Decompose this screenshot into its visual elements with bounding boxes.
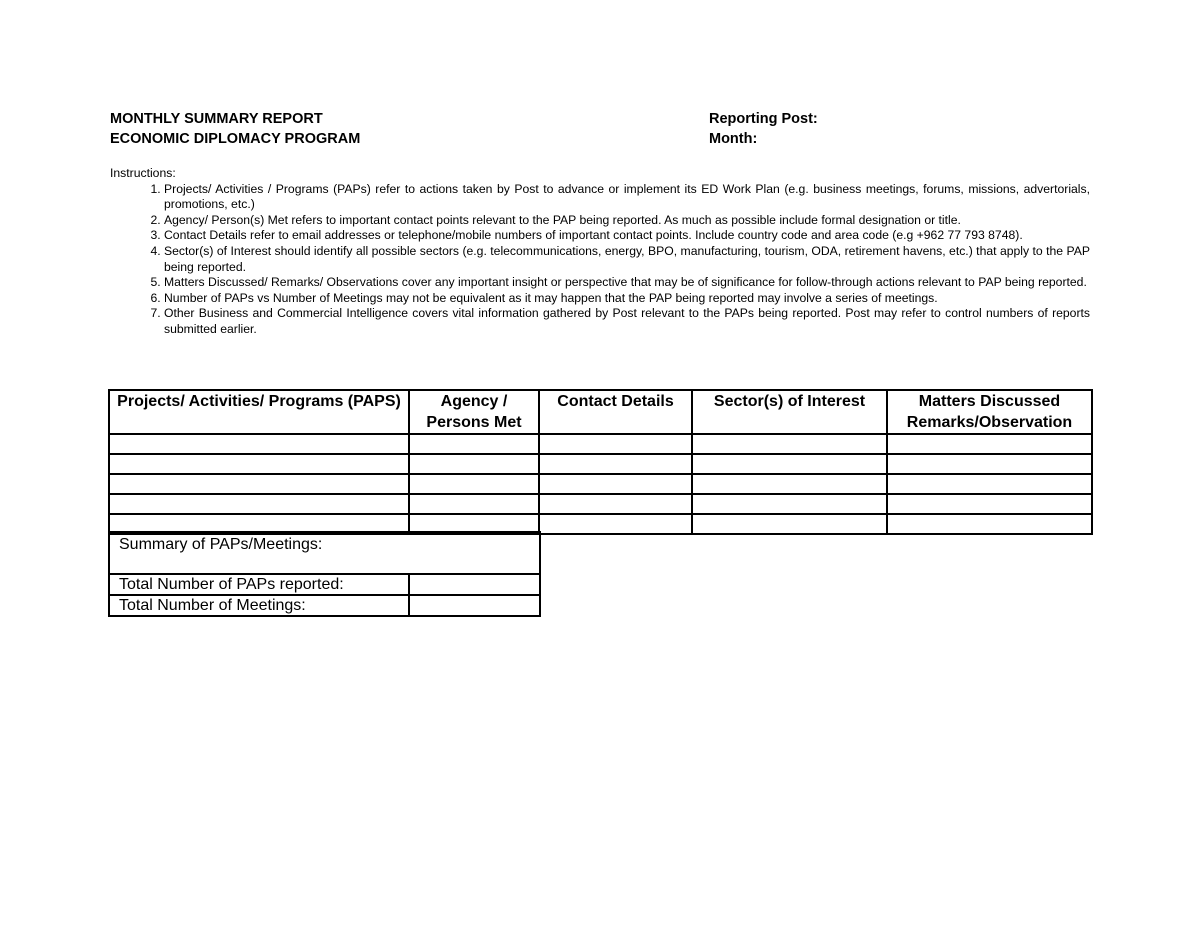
table-cell[interactable] bbox=[887, 494, 1092, 514]
instruction-item-7: 7. Other Business and Commercial Intelligence covers vital information gathered by Post relevant to the PAPs being reported. Post may refer to control numbers of reports submitted earlier. bbox=[164, 306, 1090, 337]
instructions-heading: Instructions: bbox=[110, 166, 176, 180]
table-cell[interactable] bbox=[887, 474, 1092, 494]
column-header-agency: Agency / Persons Met bbox=[409, 390, 539, 434]
summary-label: Summary of PAPs/Meetings: bbox=[119, 536, 323, 553]
instruction-item-2: 2. Agency/ Person(s) Met refers to important contact points relevant to the PAP being reported. As much as possible include formal designation or title. bbox=[164, 213, 1090, 229]
column-header-sector: Sector(s) of Interest bbox=[692, 390, 887, 434]
total-paps-row bbox=[109, 574, 540, 595]
instruction-item-6: 6. Number of PAPs vs Number of Meetings may not be equivalent as it may happen that the PAP being reported may involve a series of meetings. bbox=[164, 291, 1090, 307]
table-cell[interactable] bbox=[539, 514, 692, 534]
table-cell[interactable] bbox=[109, 494, 409, 514]
table-row bbox=[109, 454, 1092, 474]
instructions-section bbox=[110, 166, 1090, 338]
instructions-list bbox=[110, 182, 1090, 338]
table-cell[interactable] bbox=[409, 434, 539, 454]
report-title-block bbox=[110, 109, 360, 149]
instruction-item-1: 1. Projects/ Activities / Programs (PAPs) refer to actions taken by Post to advance or implement its ED Work Plan (e.g. business meetings, forums, missions, advertorials, promotions, etc.) bbox=[164, 182, 1090, 213]
table-cell[interactable] bbox=[539, 434, 692, 454]
table-cell[interactable] bbox=[109, 474, 409, 494]
table-cell[interactable] bbox=[692, 494, 887, 514]
instruction-item-4: 4. Sector(s) of Interest should identify all possible sectors (e.g. telecommunications, energy, BPO, manufacturing, tourism, ODA, retirement havens, etc.) that apply to the PAP being reported. bbox=[164, 244, 1090, 275]
table-cell[interactable] bbox=[692, 514, 887, 534]
table-row bbox=[109, 474, 1092, 494]
total-meetings-value-cell[interactable] bbox=[409, 595, 540, 616]
instruction-item-3: 3. Contact Details refer to email addresses or telephone/mobile numbers of important contact points. Include country code and area code (e.g +962 77 793 8748). bbox=[164, 228, 1090, 244]
table-cell[interactable] bbox=[692, 474, 887, 494]
table-cell[interactable] bbox=[539, 474, 692, 494]
table-cell[interactable] bbox=[887, 434, 1092, 454]
instruction-item-5: 5. Matters Discussed/ Remarks/ Observations cover any important insight or perspective that may be of significance for follow-through actions relevant to PAP being reported. bbox=[164, 275, 1090, 291]
table-cell[interactable] bbox=[409, 454, 539, 474]
report-title: MONTHLY SUMMARY REPORT bbox=[110, 111, 323, 127]
pap-report-table bbox=[108, 389, 1093, 535]
summary-table bbox=[108, 531, 541, 617]
table-cell[interactable] bbox=[409, 494, 539, 514]
total-paps-label: Total Number of PAPs reported: bbox=[109, 574, 409, 595]
total-meetings-label: Total Number of Meetings: bbox=[109, 595, 409, 616]
program-title: ECONOMIC DIPLOMACY PROGRAM bbox=[110, 131, 361, 147]
table-cell[interactable] bbox=[692, 434, 887, 454]
table-cell[interactable] bbox=[409, 474, 539, 494]
table-row bbox=[109, 494, 1092, 514]
table-cell[interactable] bbox=[539, 454, 692, 474]
table-cell[interactable] bbox=[109, 434, 409, 454]
total-paps-value-cell[interactable] bbox=[409, 574, 540, 595]
column-header-contact: Contact Details bbox=[539, 390, 692, 434]
table-cell[interactable] bbox=[887, 454, 1092, 474]
table-cell[interactable] bbox=[887, 514, 1092, 534]
column-header-matters: Matters Discussed Remarks/Observation bbox=[887, 390, 1092, 434]
table-row bbox=[109, 434, 1092, 454]
reporting-post-label: Reporting Post: bbox=[709, 111, 818, 127]
table-cell[interactable] bbox=[109, 454, 409, 474]
summary-row bbox=[109, 532, 540, 574]
report-meta-block bbox=[709, 109, 818, 149]
total-meetings-row bbox=[109, 595, 540, 616]
summary-cell[interactable] bbox=[109, 532, 540, 574]
table-header-row bbox=[109, 390, 1092, 434]
column-header-paps: Projects/ Activities/ Programs (PAPS) bbox=[109, 390, 409, 434]
month-label: Month: bbox=[709, 131, 758, 147]
table-cell[interactable] bbox=[692, 454, 887, 474]
table-cell[interactable] bbox=[539, 494, 692, 514]
